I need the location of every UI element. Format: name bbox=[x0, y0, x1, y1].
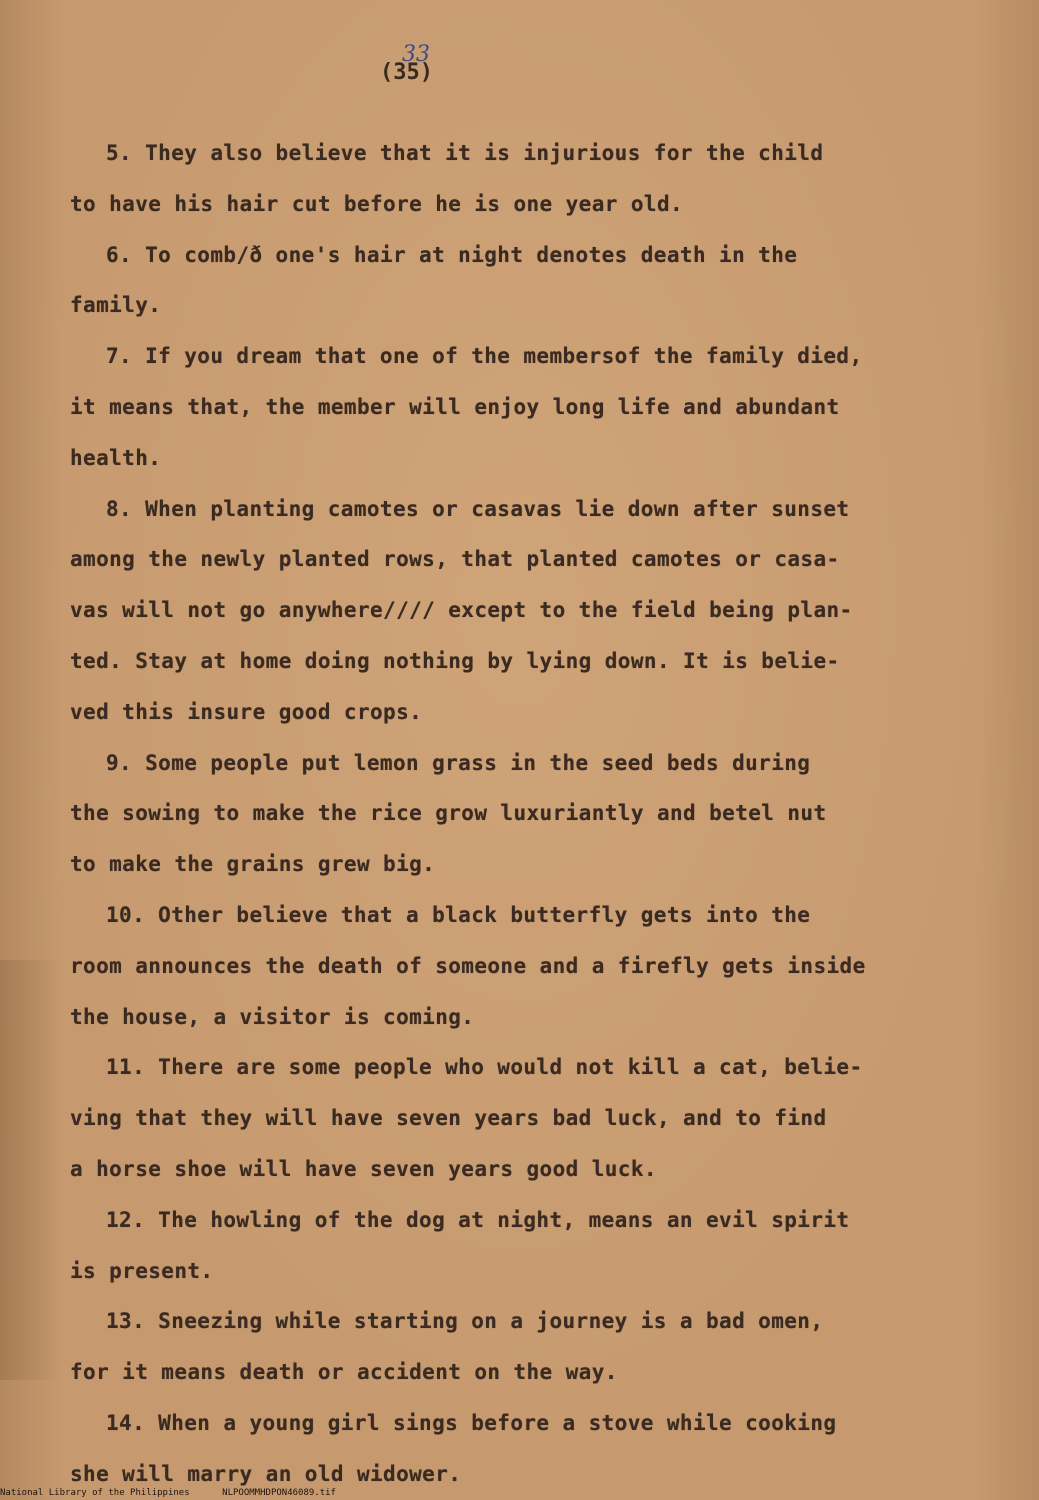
text-line: ted. Stay at home doing nothing by lying down. It is belie- bbox=[70, 648, 840, 673]
text-line: health. bbox=[70, 445, 162, 470]
text-line: 6. To comb/ð one's hair at night denotes death in the bbox=[106, 242, 798, 267]
text-line: it means that, the member will enjoy long life and abundant bbox=[70, 394, 840, 419]
page-number bbox=[380, 42, 440, 92]
text-line: 14. When a young girl sings before a stove while cooking bbox=[106, 1410, 837, 1435]
text-line: room announces the death of someone and a firefly gets inside bbox=[70, 953, 866, 978]
text-line: 8. When planting camotes or casavas lie down after sunset bbox=[106, 496, 850, 521]
text-line: is present. bbox=[70, 1258, 214, 1283]
text-line: 12. The howling of the dog at night, means an evil spirit bbox=[106, 1207, 850, 1232]
text-line: to make the grains grew big. bbox=[70, 852, 436, 877]
text-line: 13. Sneezing while starting on a journey is a bad omen, bbox=[106, 1309, 824, 1334]
text-line: 9. Some people put lemon grass in the seed beds during bbox=[106, 750, 811, 775]
text-line: among the newly planted rows, that planted camotes or casa- bbox=[70, 547, 840, 572]
text-line: 7. If you dream that one of the membersof the family died, bbox=[106, 344, 863, 369]
text-line: for it means death or accident on the way. bbox=[70, 1360, 618, 1385]
text-line: a horse shoe will have seven years good luck. bbox=[70, 1156, 657, 1181]
typed-page-number: (35) bbox=[380, 60, 433, 85]
text-line: family. bbox=[70, 293, 162, 318]
text-line: ving that they will have seven years bad luck, and to find bbox=[70, 1106, 827, 1131]
text-line: ved this insure good crops. bbox=[70, 699, 423, 724]
footer-filename: NLPOOMMHDPON46089.tif bbox=[222, 1488, 336, 1498]
scan-footer bbox=[0, 1487, 1039, 1500]
text-line: 11. There are some people who would not kill a cat, belie- bbox=[106, 1055, 863, 1080]
document-body bbox=[70, 128, 975, 1500]
handwritten-page-number: 33 bbox=[402, 42, 430, 67]
text-line: she will marry an old widower. bbox=[70, 1461, 462, 1486]
footer-library: National Library of the Philippines bbox=[0, 1488, 190, 1498]
text-line: the house, a visitor is coming. bbox=[70, 1004, 475, 1029]
text-line: the sowing to make the rice grow luxuriantly and betel nut bbox=[70, 801, 827, 826]
text-line: to have his hair cut before he is one year old. bbox=[70, 191, 684, 216]
edge-stain bbox=[0, 960, 60, 1380]
text-line: 5. They also believe that it is injurious for the child bbox=[106, 141, 824, 165]
text-line: vas will not go anywhere//// except to the field being plan- bbox=[70, 598, 853, 623]
text-line: 10. Other believe that a black butterfly gets into the bbox=[106, 902, 811, 927]
